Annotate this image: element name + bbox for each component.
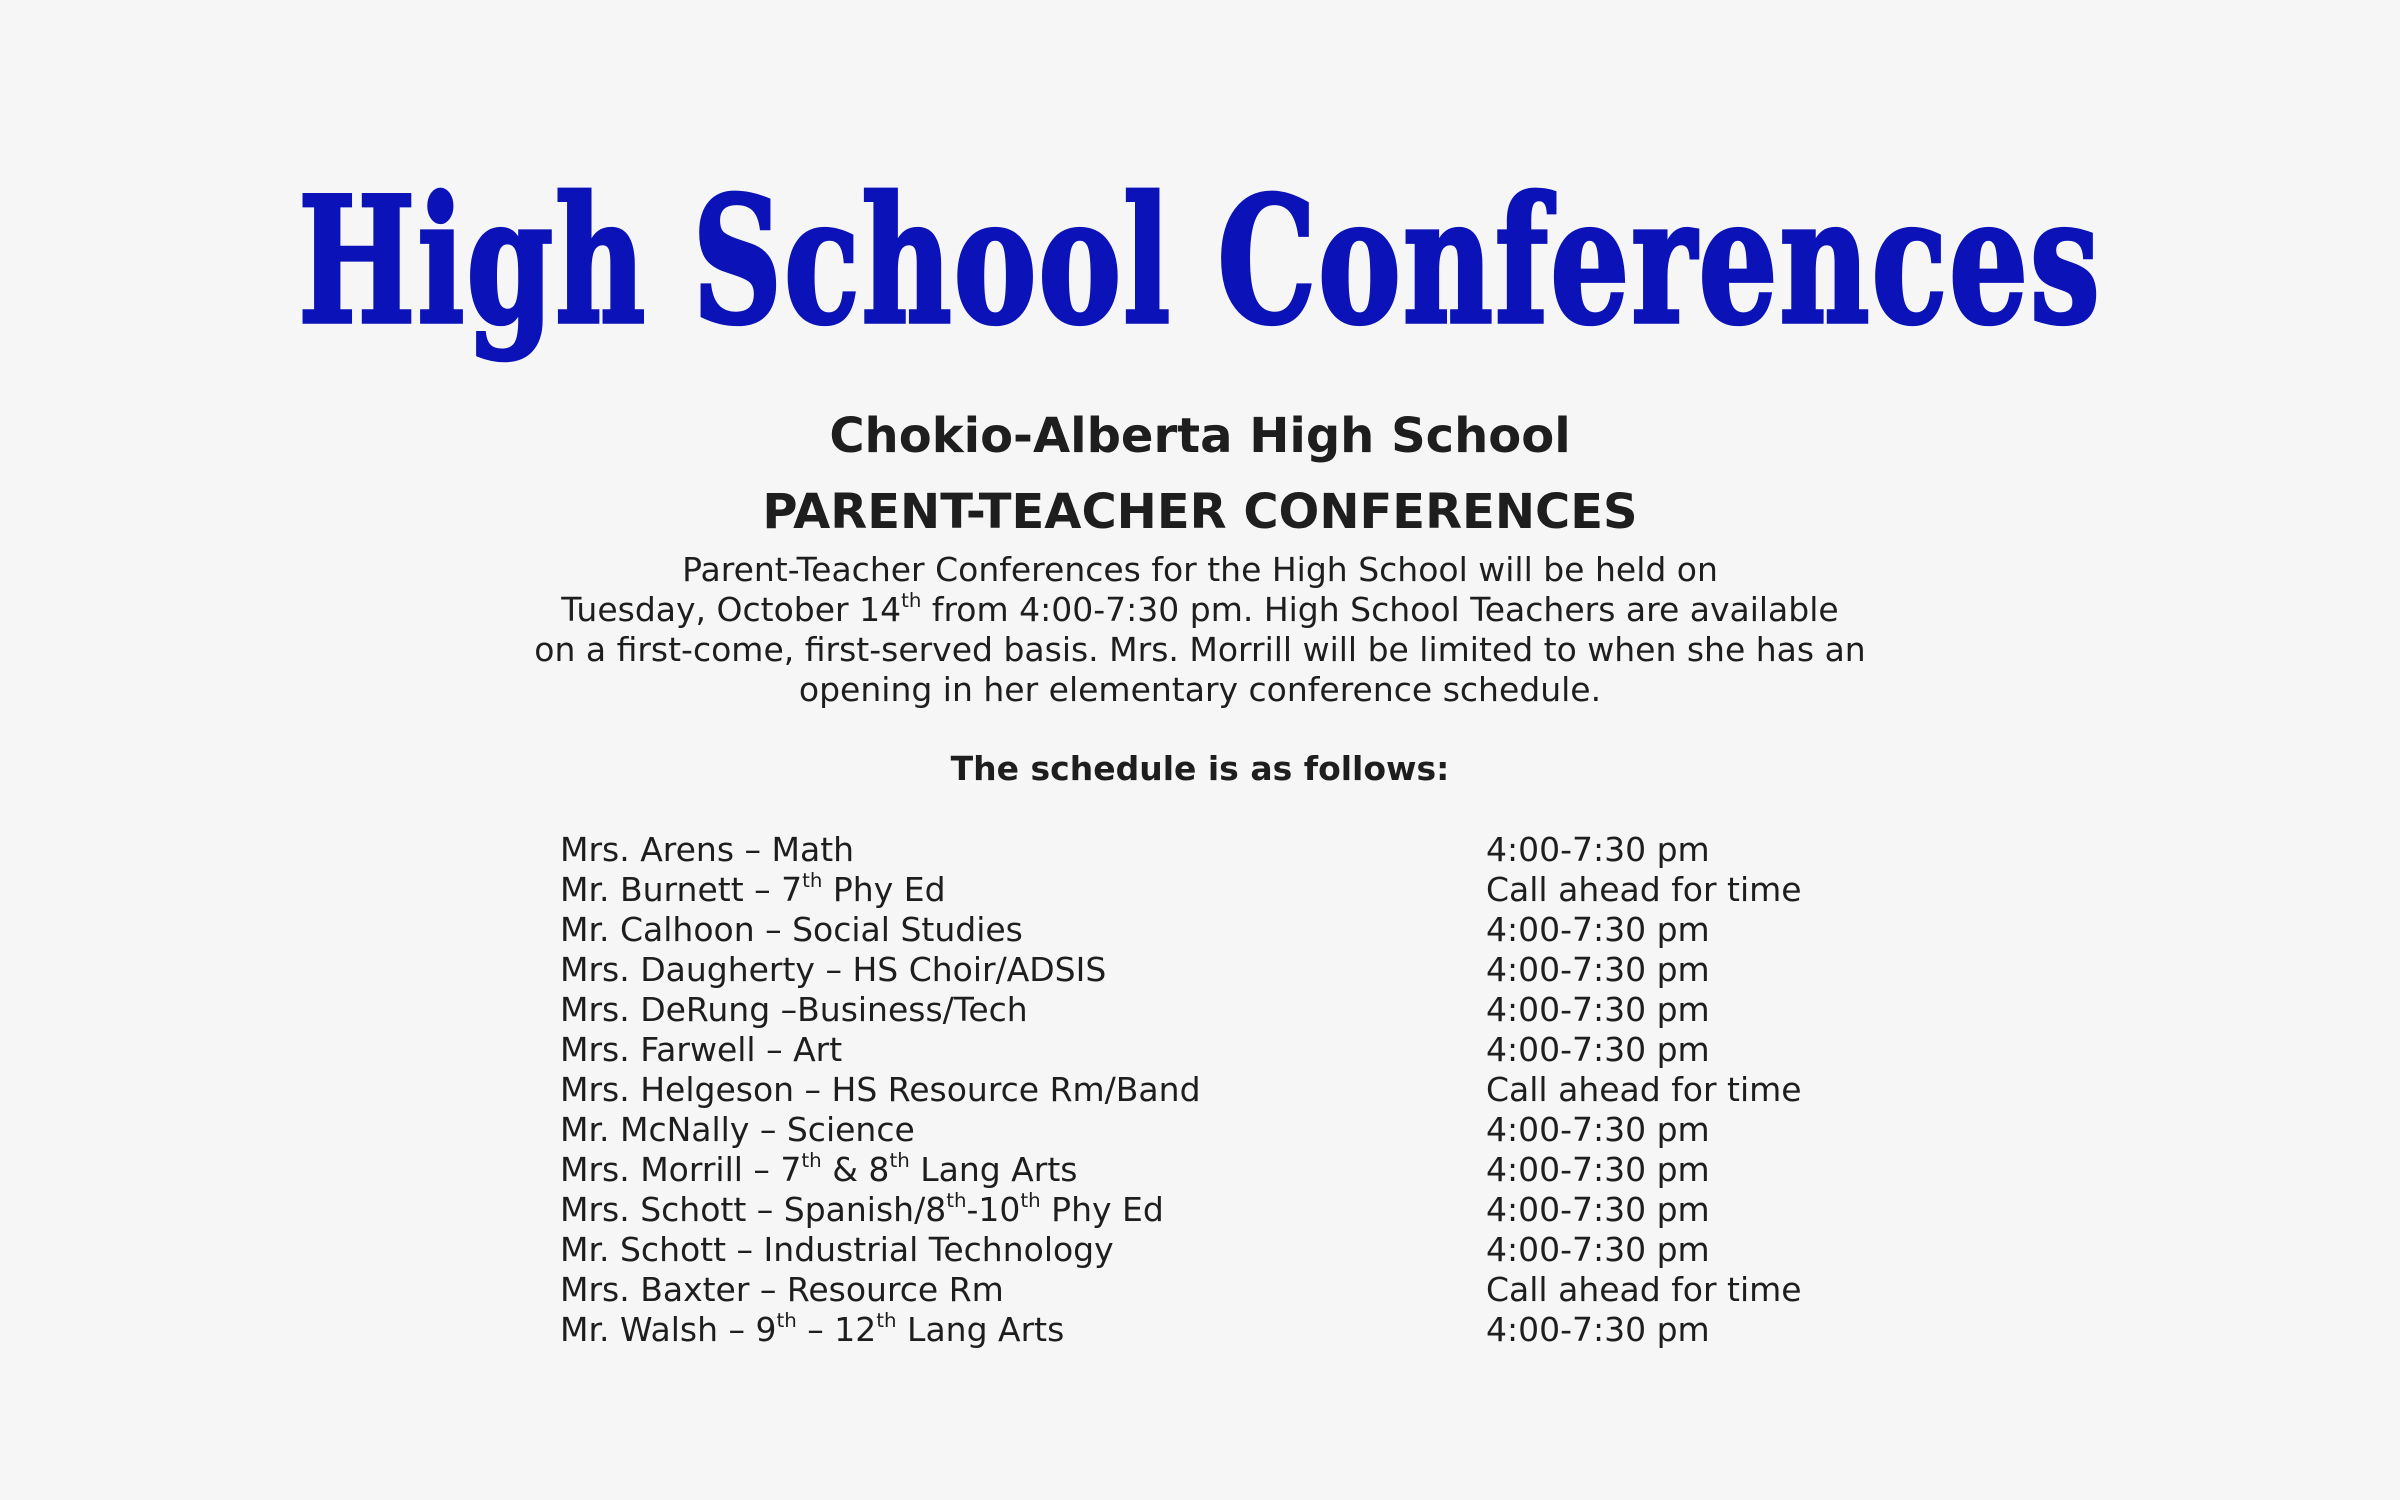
ordinal-suffix: th [1020,1189,1041,1213]
teacher-subject: Mrs. Arens – Math [560,830,855,869]
conference-time: 4:00-7:30 pm [1486,1310,1710,1349]
teacher-text: Phy Ed [1040,1190,1164,1229]
ordinal-suffix: th [801,1149,822,1173]
conference-time: 4:00-7:30 pm [1486,1230,1710,1269]
ordinal-suffix: th [946,1189,967,1213]
schedule-row [560,1110,1860,1150]
teacher-text: -10 [966,1190,1021,1229]
teacher-subject: Mrs. Helgeson – HS Resource Rm/Band [560,1070,1201,1109]
ordinal-suffix: th [802,869,823,893]
schedule-row [560,1190,1860,1230]
intro-time-text: from 4:00-7:30 pm. High School Teachers are available [921,590,1839,629]
teacher-subject [560,870,946,910]
teacher-text: & 8 [821,1150,890,1189]
ordinal-suffix: th [776,1309,797,1333]
schedule-row [560,950,1860,990]
intro-date: Tuesday, October 14 [561,590,902,629]
schedule-row [560,1070,1860,1110]
teacher-subject: Mr. McNally – Science [560,1110,915,1149]
teacher-subject [560,1190,1164,1230]
conference-time: 4:00-7:30 pm [1486,1150,1710,1189]
conference-time: Call ahead for time [1486,1270,1802,1309]
schedule-row [560,990,1860,1030]
teacher-text: Mrs. Schott – Spanish/8 [560,1190,947,1229]
teacher-subject: Mrs. DeRung –Business/Tech [560,990,1028,1029]
teacher-text: Lang Arts [896,1310,1065,1349]
teacher-text: Mr. Burnett – 7 [560,870,803,909]
schedule-row [560,1150,1860,1190]
intro-line-1: Parent-Teacher Conferences for the High School will be held on [682,550,1718,589]
teacher-text: Mrs. Morrill – 7 [560,1150,802,1189]
schedule-row [560,1030,1860,1070]
teacher-subject [560,1150,1077,1190]
ordinal-suffix: th [901,589,922,613]
intro-line-3: on a first-come, first-served basis. Mrs. Morrill will be limited to when she has an [534,630,1866,669]
teacher-subject [560,1310,1064,1350]
conference-time: Call ahead for time [1486,1070,1802,1109]
schedule-row [560,1230,1860,1270]
schedule-row [560,830,1860,870]
schedule-row [560,870,1860,910]
teacher-subject: Mr. Calhoon – Social Studies [560,910,1023,949]
teacher-text: – 12 [796,1310,877,1349]
conference-time: 4:00-7:30 pm [1486,990,1710,1029]
school-name: Chokio-Alberta High School [829,408,1571,464]
intro-line-4: opening in her elementary conference schedule. [798,670,1602,709]
ordinal-suffix: th [889,1149,910,1173]
banner-title: High School Conferences [298,160,2102,364]
conference-time: 4:00-7:30 pm [1486,950,1710,989]
teacher-text: Lang Arts [909,1150,1078,1189]
schedule-row [560,1310,1860,1350]
teacher-text: Phy Ed [822,870,946,909]
teacher-text: Mr. Walsh – 9 [560,1310,777,1349]
schedule-label: The schedule is as follows: [950,749,1450,788]
teacher-subject: Mr. Schott – Industrial Technology [560,1230,1114,1269]
intro-paragraph [400,550,2000,710]
schedule-list [560,830,1860,1350]
conference-time: 4:00-7:30 pm [1486,1190,1710,1229]
conference-time: 4:00-7:30 pm [1486,910,1710,949]
teacher-subject: Mrs. Baxter – Resource Rm [560,1270,1004,1309]
conference-heading: PARENT-TEACHER CONFERENCES [762,484,1638,540]
conference-time: 4:00-7:30 pm [1486,830,1710,869]
intro-line-2 [400,590,2000,630]
conference-time: 4:00-7:30 pm [1486,1110,1710,1149]
teacher-subject: Mrs. Daugherty – HS Choir/ADSIS [560,950,1107,989]
schedule-row [560,910,1860,950]
conference-time: 4:00-7:30 pm [1486,1030,1710,1069]
schedule-row [560,1270,1860,1310]
teacher-subject: Mrs. Farwell – Art [560,1030,843,1069]
conference-time: Call ahead for time [1486,870,1802,909]
ordinal-suffix: th [876,1309,897,1333]
